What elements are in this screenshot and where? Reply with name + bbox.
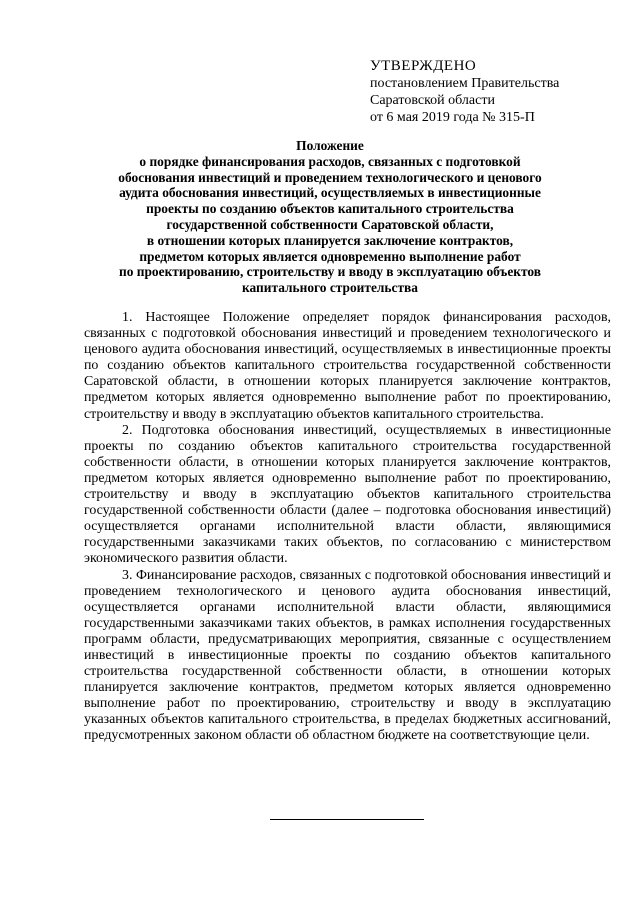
title-line: о порядке финансирования расходов, связанных с подготовкой [139,153,521,169]
paragraph-2: 2. Подготовка обоснования инвестиций, осуществляемых в инвестиционные проекты по созданию объектов капитального строительства государственной собственности области, в отношении которых планируется заключение контрактов, предметом которых является одновременно выполнение работ по проектированию, строительству и вводу в эксплуатацию объектов капитального строительства государственной собственности области (далее – подготовка обоснования инвестиций) осуществляется органами исполнительной власти области, являющимися государственными заказчиками таких объектов, по согласованию с министерством экономического развития области. [84,422,611,567]
document-body [84,310,611,745]
title-line: проекты по созданию объектов капитального строительства [146,201,514,217]
paragraph-1: 1. Настоящее Положение определяет порядок финансирования расходов, связанных с подготовкой обоснования инвестиций и проведением технологического и ценового аудита обоснования инвестиций, осуществляемых в инвестиционные проекты по созданию объектов капитального строительства государственной собственности Саратовской области, в отношении которых планируется заключение контрактов, предметом которых является одновременно выполнение работ по проектированию, строительству и вводу в эксплуатацию объектов капитального строительства. [84,310,611,422]
title-line: аудита обоснования инвестиций, осуществляемых в инвестиционные [119,185,541,201]
approval-stamp [370,58,620,126]
approval-line-1: постановлением Правительства [370,76,560,91]
title-line: предметом которых является одновременно выполнение работ [139,248,521,264]
paragraph-3: 3. Финансирование расходов, связанных с подготовкой обоснования инвестиций и проведением технологического и ценового аудита обоснования инвестиций, осуществляется органами исполнительной власти области, являющимися государственными заказчиками таких объектов, в рамках исполнения государственных программ области, предусматривающих мероприятия, связанные с осуществлением инвестиций в инвестиционные проекты по созданию объектов капитального строительства государственной собственности области, в отношении которых планируется заключение контрактов, предметом которых является одновременно выполнение работ по проектированию, строительству и вводу в эксплуатацию указанных объектов капитального строительства, в пределах бюджетных ассигнований, предусмотренных законом области об областном бюджете на соответствующие цели. [84,567,611,744]
title-line: капитального строительства [242,280,418,296]
document-title [80,138,580,296]
closing-rule [270,819,424,820]
title-line: государственной собственности Саратовской области, [166,216,494,232]
title-line: обоснования инвестиций и проведением технологического и ценового [118,169,542,185]
title-line: по проектированию, строительству и вводу в эксплуатацию объектов [119,264,541,280]
title-line: Положение [296,138,364,153]
title-line: в отношении которых планируется заключение контрактов, [146,232,514,248]
approval-line-2: Саратовской области [370,93,495,108]
approval-line-3: от 6 мая 2019 года № 315-П [370,110,535,125]
approval-heading: УТВЕРЖДЕНО [370,58,477,74]
